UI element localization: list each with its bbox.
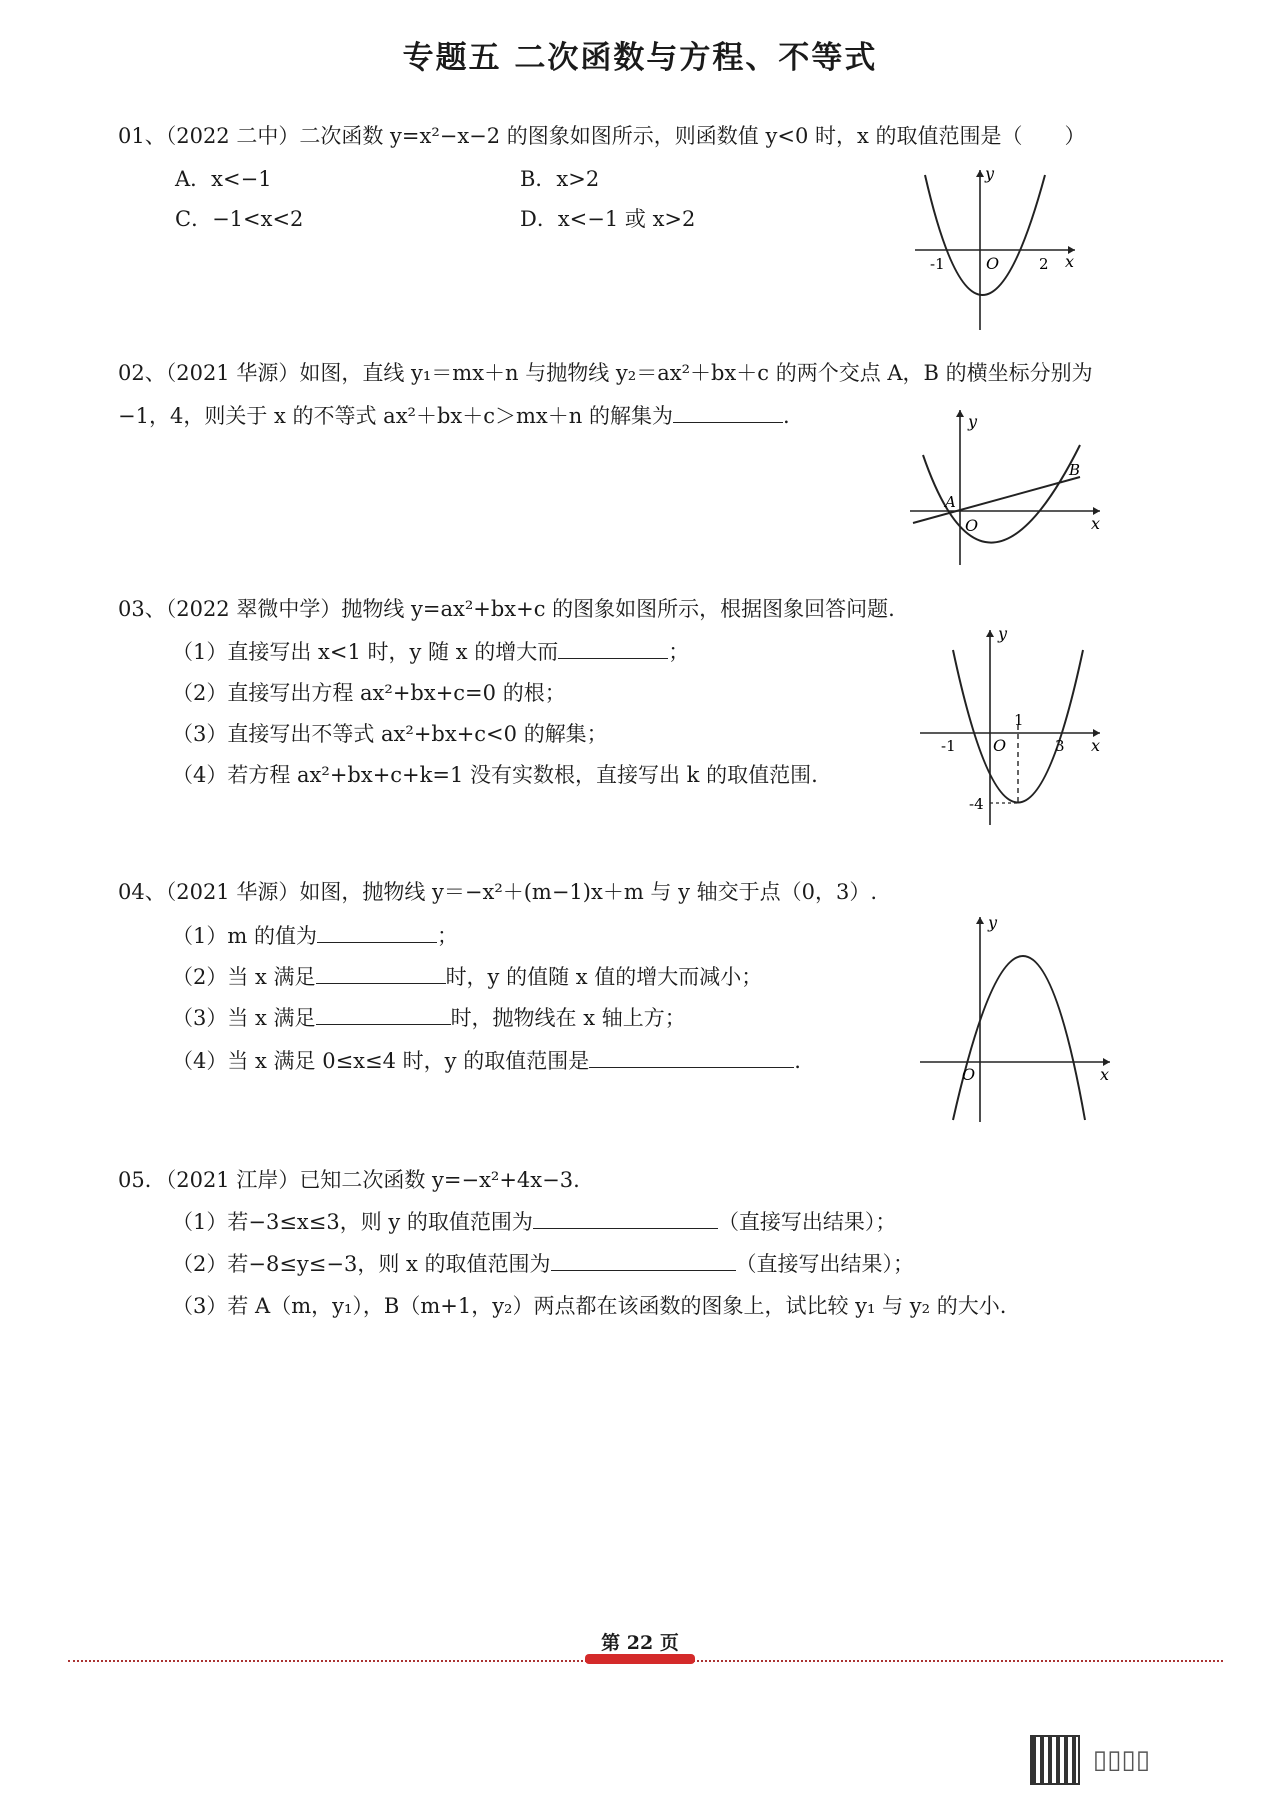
watermark-logo: ▯▯▯▯ xyxy=(1092,1745,1151,1775)
q4-sub1 xyxy=(172,920,458,950)
q4-origin-label: O xyxy=(962,1065,976,1084)
q5-sub1-end: （直接写出结果）； xyxy=(717,1210,897,1234)
page-number: 第 22 页 xyxy=(601,1632,679,1654)
q5-sub2-text: （2）若−8≤y≤−3，则 x 的取值范围为 xyxy=(172,1252,551,1276)
q4-y-label: y xyxy=(988,913,998,932)
q4-sub3-blank[interactable] xyxy=(316,1004,451,1025)
q3-tick-3: 3 xyxy=(1055,737,1065,755)
q1-option-c: C．−1<x<2 xyxy=(175,207,304,231)
q4-sub1-blank[interactable] xyxy=(317,922,437,943)
q1-y-label: y xyxy=(985,164,995,183)
q2-stem-line1: 02、（2021 华源）如图，直线 y₁＝mx＋n 与抛物线 y₂＝ax²＋bx＋c 的两个交点 A，B 的横坐标分别为 xyxy=(118,361,1093,385)
q4-stem: 04、（2021 华源）如图，抛物线 y＝−x²＋(m−1)x＋m 与 y 轴交于点（0，3）. xyxy=(118,880,878,904)
q3-tick-1: 1 xyxy=(1014,711,1024,729)
q4-sub2 xyxy=(172,961,762,991)
q2-graph xyxy=(905,405,1105,579)
q2-line xyxy=(913,477,1080,523)
q2-x-label: x xyxy=(1091,514,1101,533)
q2-origin-label: O xyxy=(965,516,979,535)
q2-point-a-label: A xyxy=(945,493,956,511)
q4-sub4 xyxy=(172,1045,801,1075)
q3-stem: 03、（2022 翠微中学）抛物线 y=ax²+bx+c 的图象如图所示，根据图象回答问题. xyxy=(118,597,895,621)
q5-sub2-blank[interactable] xyxy=(551,1250,736,1271)
q5-sub2 xyxy=(172,1248,914,1278)
q1-option-a: A．x<−1 xyxy=(175,167,272,191)
q1-tick-2: 2 xyxy=(1039,255,1049,273)
q4-sub2-blank[interactable] xyxy=(316,963,446,984)
q3-sub1 xyxy=(172,636,689,666)
q4-parabola xyxy=(953,956,1085,1120)
q4-sub4-end: . xyxy=(794,1049,801,1073)
q4-sub3-end: 时，抛物线在 x 轴上方； xyxy=(450,1006,686,1030)
q1-parabola xyxy=(925,175,1045,295)
q5-sub1-text: （1）若−3≤x≤3，则 y 的取值范围为 xyxy=(172,1210,533,1234)
q4-sub2-end: 时，y 的值随 x 值的增大而减小； xyxy=(445,965,763,989)
q4-sub2-text: （2）当 x 满足 xyxy=(172,965,316,989)
qr-code-icon xyxy=(1030,1735,1080,1785)
q1-origin-label: O xyxy=(986,254,1000,273)
q4-sub4-blank[interactable] xyxy=(589,1047,794,1068)
q5-sub1 xyxy=(172,1206,896,1236)
q3-origin-label: O xyxy=(993,736,1007,755)
q4-graph xyxy=(915,912,1115,1131)
q3-x-label: x xyxy=(1091,736,1101,755)
q3-sub2: （2）直接写出方程 ax²+bx+c=0 的根； xyxy=(172,681,566,705)
q5-sub3: （3）若 A（m，y₁），B（m+1，y₂）两点都在该函数的图象上，试比较 y₁ 与 y₂ 的大小. xyxy=(172,1294,1007,1318)
q2-stem-end: . xyxy=(782,404,790,428)
q3-sub1-end: ； xyxy=(668,640,690,664)
q3-sub3: （3）直接写出不等式 ax²+bx+c<0 的解集； xyxy=(172,722,608,746)
q5-stem: 05．（2021 江岸）已知二次函数 y=−x²+4x−3. xyxy=(118,1168,580,1192)
q4-x-label: x xyxy=(1100,1065,1110,1084)
q3-sub4: （4）若方程 ax²+bx+c+k=1 没有实数根，直接写出 k 的取值范围. xyxy=(172,763,818,787)
q4-sub1-end: ； xyxy=(436,924,458,948)
q4-sub3 xyxy=(172,1002,686,1032)
q2-stem-line2 xyxy=(118,400,790,430)
q3-tick-minus4: -4 xyxy=(969,795,984,813)
q4-sub3-text: （3）当 x 满足 xyxy=(172,1006,316,1030)
q3-sub1-text: （1）直接写出 x<1 时，y 随 x 的增大而 xyxy=(172,640,559,664)
page-title: 专题五 二次函数与方程、不等式 xyxy=(402,40,878,76)
q2-point-b-label: B xyxy=(1069,461,1081,479)
watermark xyxy=(1030,1735,1150,1785)
footer-accent-bar xyxy=(585,1654,695,1664)
q3-tick-minus1: -1 xyxy=(941,737,956,755)
q1-option-d: D．x<−1 或 x>2 xyxy=(520,207,696,231)
q1-tick-minus1: -1 xyxy=(930,255,945,273)
q3-graph xyxy=(915,625,1105,834)
q1-stem: 01、（2022 二中）二次函数 y=x²−x−2 的图象如图所示，则函数值 y<0 时，x 的取值范围是（ ） xyxy=(118,124,1086,148)
q1-x-label: x xyxy=(1065,252,1075,271)
q2-y-label: y xyxy=(968,412,978,431)
q4-sub1-text: （1）m 的值为 xyxy=(172,924,317,948)
q2-answer-blank[interactable] xyxy=(673,402,783,423)
q3-y-label: y xyxy=(998,624,1008,643)
q3-sub1-blank[interactable] xyxy=(558,638,668,659)
q1-graph xyxy=(910,165,1080,339)
q2-stem-text: −1，4，则关于 x 的不等式 ax²＋bx＋c＞mx＋n 的解集为 xyxy=(118,404,673,428)
q5-sub2-end: （直接写出结果）； xyxy=(735,1252,915,1276)
q1-option-b: B．x>2 xyxy=(520,167,600,191)
q4-sub4-text: （4）当 x 满足 0≤x≤4 时，y 的取值范围是 xyxy=(172,1049,590,1073)
q5-sub1-blank[interactable] xyxy=(533,1208,718,1229)
